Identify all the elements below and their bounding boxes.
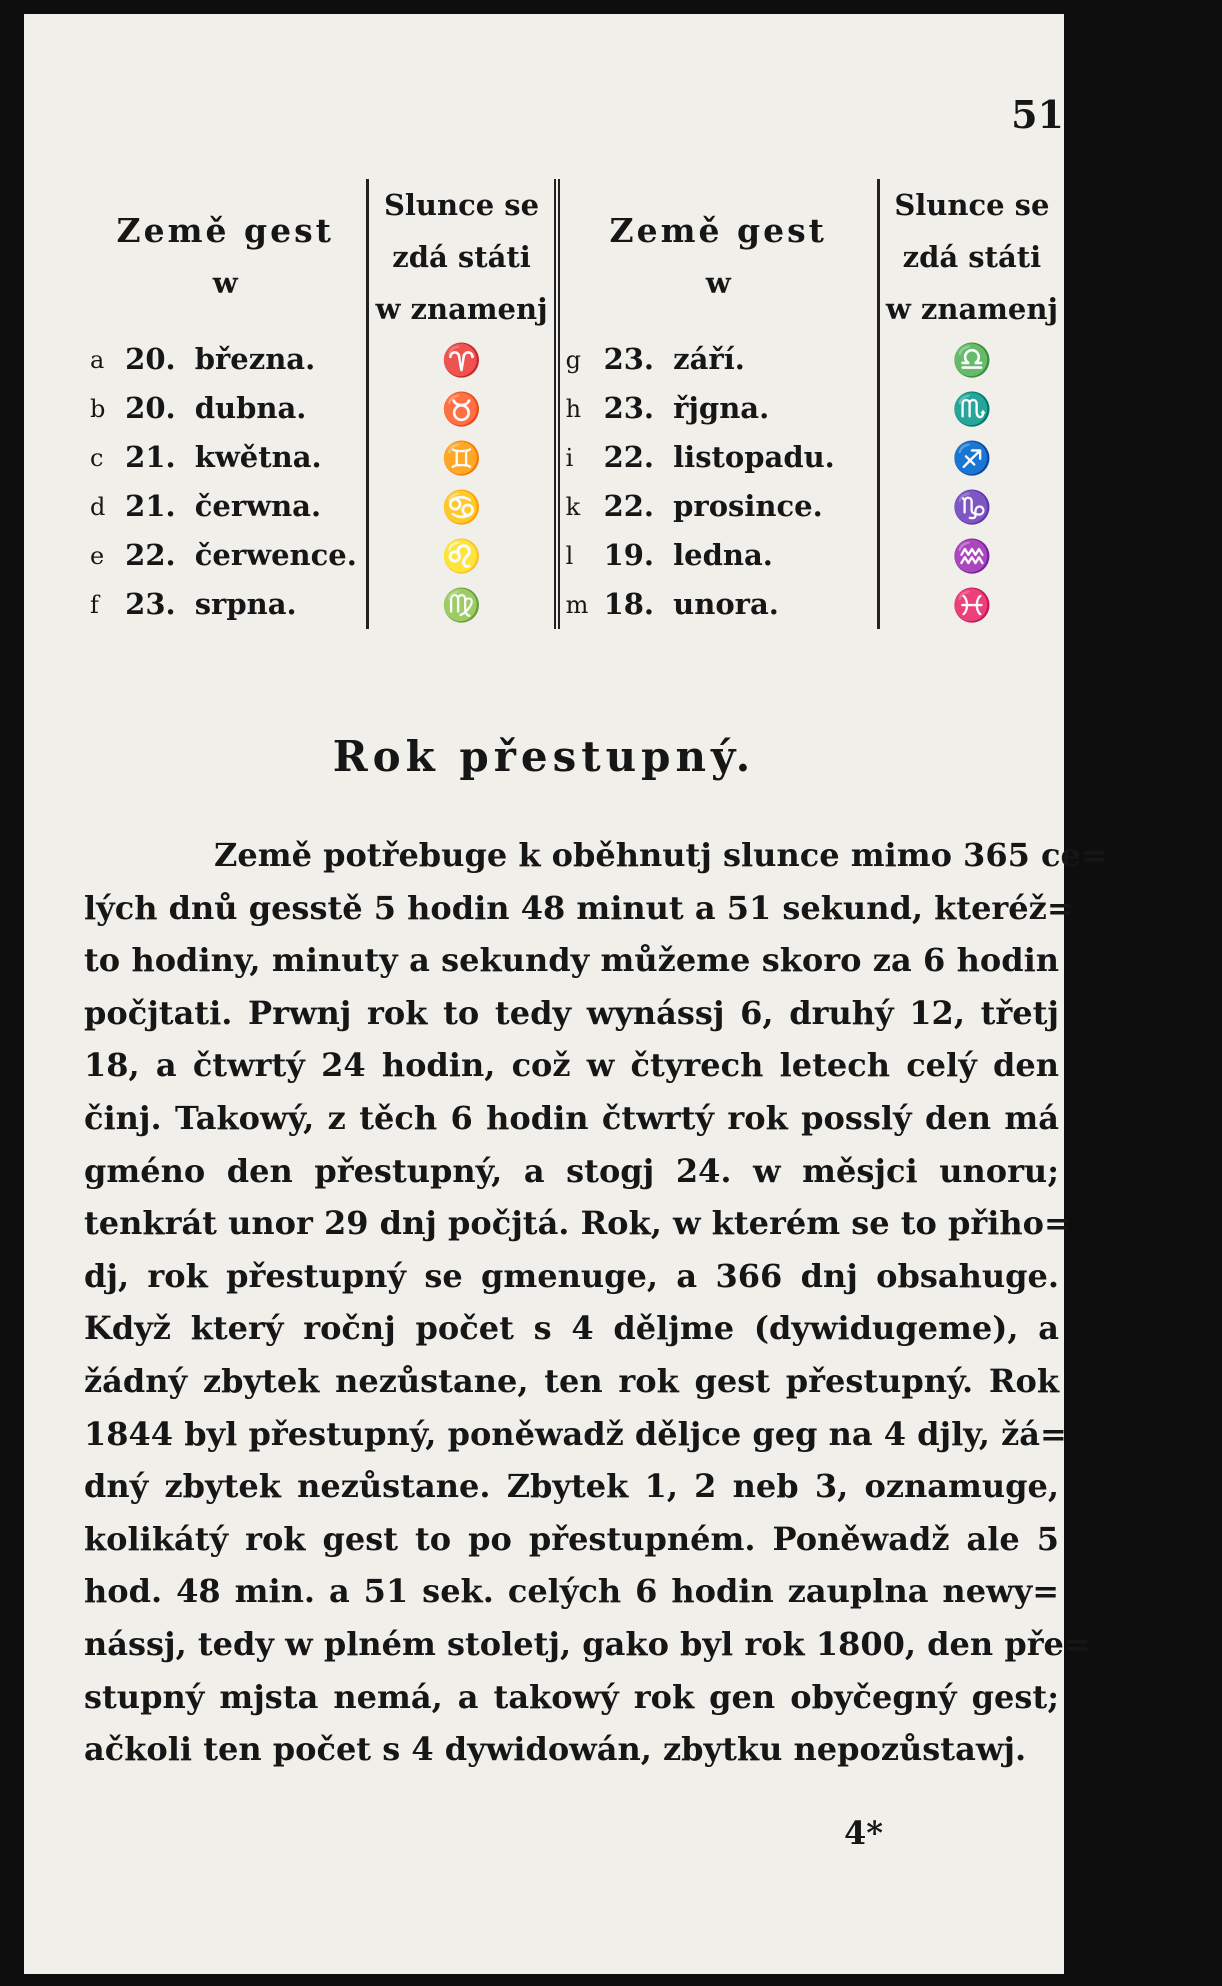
- body-paragraph: [84, 829, 1108, 1776]
- text-line: lých dnů gesstě 5 hodin 48 minut a 51 sekund, kteréž=: [84, 888, 1074, 927]
- zodiac-sign-icon: ♍: [368, 580, 557, 629]
- text-line: dj, rok přestupný se gmenuge, a 366 dnj obsahuge.: [84, 1256, 1059, 1295]
- zodiac-sign-icon: ♉: [368, 384, 557, 433]
- row-month: prosince.: [673, 489, 823, 523]
- row-letter: m: [557, 580, 598, 629]
- row-day: 21.: [125, 489, 176, 523]
- zodiac-sign-icon: ♓: [878, 580, 1064, 629]
- row-month: září.: [673, 342, 745, 376]
- header-land-line: Země gest: [609, 211, 827, 250]
- row-month: čerwna.: [194, 489, 322, 523]
- section-title: Rok přestupný.: [332, 732, 756, 781]
- zodiac-sign-icon: ♐: [878, 433, 1064, 482]
- text-line: to hodiny, minuty a sekundy můžeme skoro za 6 hodin: [84, 941, 1059, 980]
- row-day: 23.: [603, 391, 655, 425]
- row-letter: e: [90, 541, 105, 570]
- row-day: 18.: [603, 587, 655, 621]
- row-day: 21.: [125, 440, 176, 474]
- row-letter: h: [557, 384, 598, 433]
- row-day: 22.: [125, 538, 176, 572]
- zodiac-sign-icon: ♏: [878, 384, 1064, 433]
- row-day: 23.: [125, 587, 176, 621]
- row-month: ledna.: [673, 538, 773, 572]
- table-header-row: [84, 179, 1064, 335]
- zodiac-sign-icon: ♌: [368, 531, 557, 580]
- header-sun-line: Slunce se: [383, 188, 540, 222]
- text-line: tenkrát unor 29 dnj počjtá. Rok, w kterém se to přiho=: [84, 1204, 1071, 1243]
- text-line: činj. Takowý, z těch 6 hodin čtwrtý rok posslý den má: [84, 1098, 1059, 1137]
- row-month: čerwence.: [194, 538, 357, 572]
- header-land-line: Země gest: [116, 211, 334, 250]
- text-line: dný zbytek nezůstane. Zbytek 1, 2 neb 3, oznamuge,: [84, 1467, 1059, 1506]
- header-sun: [368, 179, 557, 335]
- text-line: Když který ročnj počet s 4 děljme (dywidugeme), a: [84, 1309, 1059, 1348]
- text-line: kolikátý rok gest to po přestupném. Poněwadž ale 5: [84, 1519, 1059, 1558]
- row-day: 20.: [125, 391, 176, 425]
- row-month: dubna.: [194, 391, 307, 425]
- text-line: hod. 48 min. a 51 sek. celých 6 hodin zauplna newy=: [84, 1572, 1059, 1611]
- table-row: [84, 580, 1064, 629]
- row-letter: c: [90, 443, 104, 472]
- row-letter: f: [90, 590, 99, 619]
- row-day: 20.: [125, 342, 176, 376]
- table-row: [84, 531, 1064, 580]
- row-letter: k: [557, 482, 598, 531]
- page-number: 51: [1011, 92, 1064, 137]
- table-row: [84, 384, 1064, 433]
- text-line: Země potřebuge k oběhnutj slunce mimo 365 ce=: [214, 836, 1108, 874]
- table-row: [84, 335, 1064, 384]
- zodiac-table: [84, 179, 1064, 629]
- header-sun-line: zdá státi: [392, 240, 531, 274]
- text-line: stupný mjsta nemá, a takowý rok gen obyčegný gest;: [84, 1677, 1059, 1716]
- header-land-2: [557, 179, 879, 335]
- row-month: srpna.: [194, 587, 297, 621]
- row-month: kwětna.: [194, 440, 322, 474]
- header-sun-line: w znamenj: [885, 292, 1058, 326]
- row-letter: g: [557, 335, 598, 384]
- book-page: [24, 14, 1108, 1974]
- header-land: [84, 179, 368, 335]
- text-line: počjtati. Prwnj rok to tedy wynássj 6, druhý 12, třetj: [84, 993, 1059, 1032]
- zodiac-sign-icon: ♈: [368, 335, 557, 384]
- text-line: gméno den přestupný, a stogj 24. w měsjci unoru;: [84, 1151, 1059, 1190]
- row-letter: l: [557, 531, 598, 580]
- header-sun-line: Slunce se: [894, 188, 1050, 222]
- table-row: [84, 433, 1064, 482]
- row-letter: b: [90, 394, 106, 423]
- header-sun-line: zdá státi: [902, 240, 1042, 274]
- row-letter: d: [90, 492, 106, 521]
- text-line: žádný zbytek nezůstane, ten rok gest přestupný. Rok: [84, 1361, 1059, 1400]
- zodiac-table-body: [84, 335, 1064, 629]
- row-month: listopadu.: [673, 440, 835, 474]
- header-land-line: w: [212, 266, 238, 300]
- row-day: 22.: [603, 440, 655, 474]
- header-sun-line: w znamenj: [375, 292, 548, 326]
- row-day: 22.: [603, 489, 655, 523]
- row-month: unora.: [673, 587, 779, 621]
- row-day: 23.: [603, 342, 655, 376]
- table-row: [84, 482, 1064, 531]
- row-letter: i: [557, 433, 598, 482]
- zodiac-sign-icon: ♋: [368, 482, 557, 531]
- text-line: 18, a čtwrtý 24 hodin, což w čtyrech letech celý den: [84, 1046, 1059, 1085]
- row-month: řjgna.: [673, 391, 770, 425]
- header-land-line: w: [705, 266, 731, 300]
- zodiac-sign-icon: ♎: [878, 335, 1064, 384]
- row-month: března.: [194, 342, 316, 376]
- text-line: nássj, tedy w plném stoletj, gako byl rok 1800, den pře=: [84, 1624, 1091, 1663]
- zodiac-sign-icon: ♑: [878, 482, 1064, 531]
- text-line: 1844 byl přestupný, poněwadž děljce geg na 4 djly, žá=: [84, 1414, 1067, 1453]
- text-line: ačkoli ten počet s 4 dywidowán, zbytku nepozůstawj.: [84, 1730, 1027, 1769]
- zodiac-sign-icon: ♊: [368, 433, 557, 482]
- signature-mark: 4*: [844, 1814, 883, 1852]
- zodiac-sign-icon: ♒: [878, 531, 1064, 580]
- row-day: 19.: [603, 538, 655, 572]
- row-letter: a: [90, 345, 105, 374]
- header-sun-2: [878, 179, 1064, 335]
